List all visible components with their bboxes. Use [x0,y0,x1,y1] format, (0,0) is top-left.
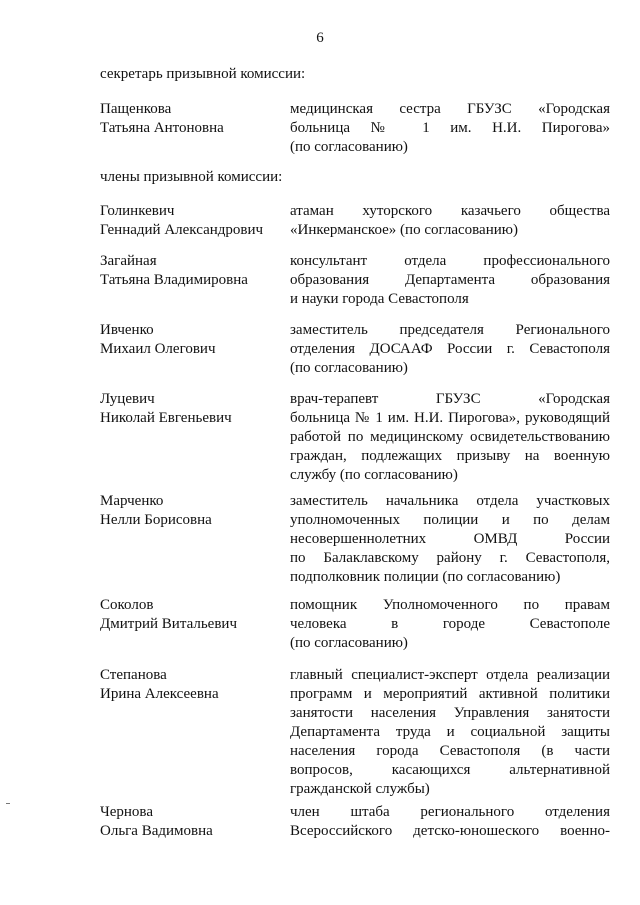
member-role [290,666,610,799]
member-surname: Степанова [100,667,167,683]
role-line: больница № 1 им. Н.И. Пирогова», руководящий [290,410,610,426]
role-line: службу (по согласованию) [290,467,458,483]
role-line: отделения ДОСААФ России г. Севастополя [290,341,610,357]
role-line: (по согласованию) [290,635,408,651]
member-role [290,390,610,485]
role-line: член штаба регионального отделения [290,804,610,820]
role-line: атаман хуторского казачьего общества [290,203,610,219]
member-role [290,252,610,309]
role-line: по Балаклавскому району г. Севастополя, [290,550,610,566]
member-given-names: Михаил Олегович [100,341,216,357]
role-line: подполковник полиции (по согласованию) [290,569,561,585]
member-given-names: Ирина Алексеевна [100,686,219,702]
role-line: Департамента труда и социальной защиты [290,724,610,740]
role-line: занятости населения Управления занятости [290,705,610,721]
member-given-names: Геннадий Александрович [100,222,264,238]
member-surname: Голинкевич [100,203,175,219]
member-surname: Соколов [100,597,154,613]
role-line: консультант отдела профессионального [290,253,610,269]
member-name [100,202,280,240]
role-line: заместитель начальника отдела участковых [290,493,610,509]
member-role [290,202,610,240]
member-surname: Загайная [100,253,157,269]
role-line: медицинская сестра ГБУЗС «Городская [290,101,610,117]
role-line: (по согласованию) [290,360,408,376]
member-name [100,321,280,359]
member-given-names: Николай Евгеньевич [100,410,232,426]
role-line: (по согласованию) [290,139,408,155]
role-line: врач-терапевт ГБУЗС «Городская [290,391,610,407]
member-surname: Пащенкова [100,101,172,117]
role-line: работой по медицинскому освидетельствованию [290,429,610,445]
member-name [100,390,280,428]
role-line: гражданской службы) [290,781,430,797]
member-role [290,100,610,157]
role-line: программ и мероприятий активной политики [290,686,610,702]
member-name [100,100,280,138]
role-line: человека в городе Севастополе [290,616,610,632]
role-line: и науки города Севастополя [290,291,469,307]
role-line: граждан, подлежащих призыву на военную [290,448,610,464]
members-heading: члены призывной комиссии: [100,169,283,185]
role-line: вопросов, касающихся альтернативной [290,762,610,778]
member-given-names: Ольга Вадимовна [100,823,213,839]
role-line: больница № 1 им. Н.И. Пирогова» [290,120,610,136]
member-given-names: Татьяна Владимировна [100,272,248,288]
role-line: главный специалист-эксперт отдела реализации [290,667,610,683]
member-role [290,492,610,587]
member-given-names: Татьяна Антоновна [100,120,224,136]
member-surname: Марченко [100,493,164,509]
member-name [100,492,280,530]
member-name [100,803,280,841]
member-given-names: Нелли Борисовна [100,512,212,528]
role-line: уполномоченных полиции и по делам [290,512,610,528]
role-line: несовершеннолетних ОМВД России [290,531,610,547]
member-surname: Ивченко [100,322,154,338]
role-line: Всероссийского детско-юношеского военно- [290,823,610,839]
role-line: образования Департамента образования [290,272,610,288]
member-surname: Луцевич [100,391,155,407]
role-line: помощник Уполномоченного по правам [290,597,610,613]
member-role [290,321,610,378]
member-surname: Чернова [100,804,153,820]
role-line: населения города Севастополя (в части [290,743,610,759]
secretary-heading: секретарь призывной комиссии: [100,66,306,82]
member-role [290,596,610,653]
member-name [100,666,280,704]
margin-mark [6,803,10,804]
role-line: «Инкерманское» (по согласованию) [290,222,518,238]
role-line: заместитель председателя Регионального [290,322,610,338]
member-role [290,803,610,841]
member-name [100,252,280,290]
member-given-names: Дмитрий Витальевич [100,616,237,632]
page-number: 6 [316,30,324,46]
member-name [100,596,280,634]
